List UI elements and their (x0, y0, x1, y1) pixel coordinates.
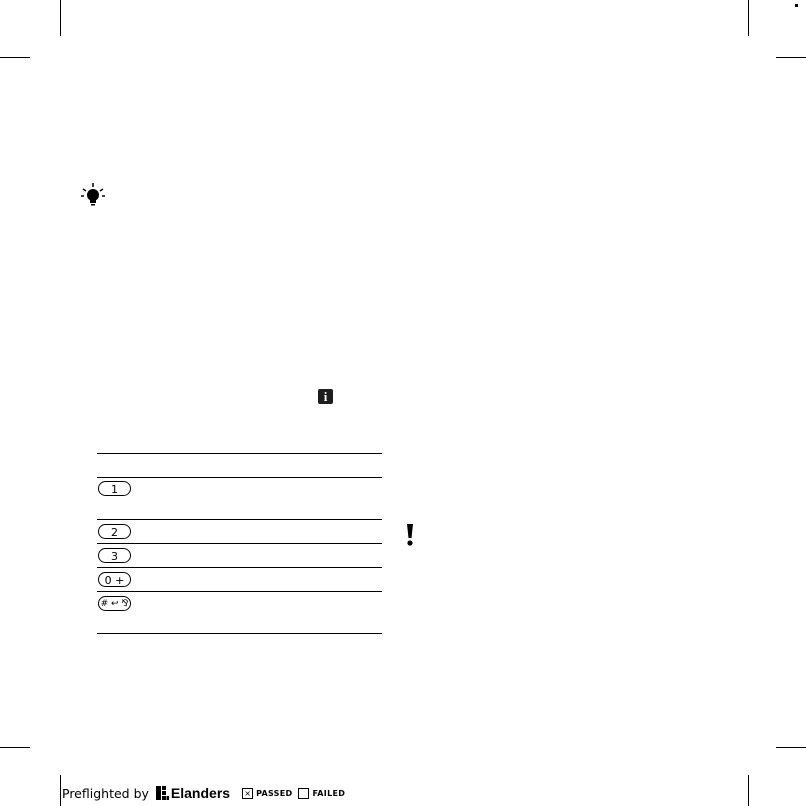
crop-mark (0, 57, 30, 58)
key-1-icon (98, 481, 131, 496)
key-label: # ↩ ⅋ (100, 599, 129, 609)
passed-label: PASSED (256, 788, 293, 798)
info-icon: i (318, 389, 333, 404)
key-label: 0 + (104, 574, 125, 587)
table-divider (97, 543, 382, 544)
key-2-icon (98, 524, 131, 539)
crop-mark (748, 775, 749, 806)
key-0-plus-icon (98, 572, 131, 587)
key-3-icon (98, 548, 131, 563)
crop-mark (60, 775, 61, 806)
key-hash-icon (98, 596, 131, 611)
table-divider (97, 567, 382, 568)
exclamation-icon (405, 523, 415, 547)
lightbulb-icon (80, 182, 106, 208)
preflight-footer (62, 785, 345, 801)
crop-mark (776, 57, 806, 58)
crop-mark (748, 0, 749, 36)
key-label: 1 (111, 483, 118, 496)
failed-label: FAILED (312, 788, 346, 798)
table-divider (97, 477, 382, 478)
elanders-logo-text: Elanders (170, 785, 231, 801)
table-divider (97, 519, 382, 520)
key-label: 3 (111, 550, 118, 563)
elanders-logo (156, 785, 230, 801)
table-divider (97, 453, 382, 454)
registration-dot (795, 4, 798, 7)
elanders-logo-mark-icon (156, 786, 169, 800)
key-label: 2 (111, 526, 118, 539)
table-divider (97, 633, 382, 634)
crop-mark (60, 0, 61, 36)
passed-checkbox: × (242, 788, 253, 799)
failed-checkbox (298, 788, 309, 799)
preflighted-by-text: Preflighted by (62, 785, 149, 801)
crop-mark (0, 747, 30, 748)
table-divider (97, 591, 382, 592)
crop-mark (776, 747, 806, 748)
